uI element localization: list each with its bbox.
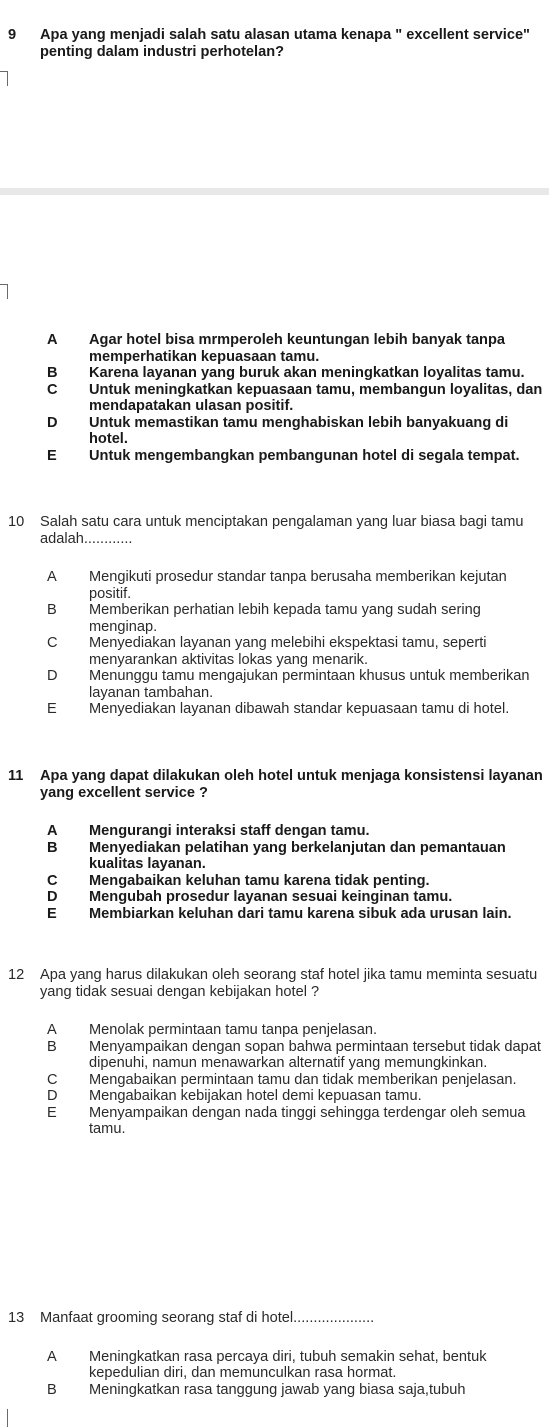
question-number: 9 [8,27,17,43]
question-11 [0,768,549,922]
option-b[interactable] [0,840,549,873]
option-letter: D [47,889,58,905]
option-e[interactable] [0,448,549,465]
option-text: Meningkatkan rasa tanggung jawab yang biasa saja,tubuh [89,1381,466,1398]
option-text: Untuk meningkatkan kepuasaan tamu, membangun loyalitas, dan mendapatakan ulasan positif. [89,381,543,414]
option-letter: C [47,635,58,651]
option-a[interactable] [0,1349,549,1382]
option-e[interactable] [0,1105,549,1138]
option-letter: A [47,569,57,585]
option-b[interactable] [0,1039,549,1072]
question-9 [0,27,549,60]
option-text: Untuk memastikan tamu menghabiskan lebih banyakuang di hotel. [89,414,509,447]
option-a[interactable] [0,1022,549,1039]
option-letter: E [47,701,57,717]
option-list [0,823,549,922]
option-letter: C [47,872,58,889]
option-letter: D [47,1088,58,1104]
option-text: Mengabaikan kebijakan hotel demi kepuasan tamu. [89,1088,422,1104]
option-b[interactable] [0,365,549,382]
question-number: 12 [8,967,25,983]
option-e[interactable] [0,906,549,923]
question-stem [0,967,549,1000]
option-d[interactable] [0,889,549,906]
option-list [0,569,549,718]
question-number: 11 [8,768,24,784]
option-a[interactable] [0,569,549,602]
question-13 [0,1310,549,1398]
option-letter: C [47,1071,58,1088]
question-9-options [0,332,549,464]
option-text: Menyediakan layanan dibawah standar kepuasaan tamu di hotel. [89,701,510,717]
option-letter: C [47,381,58,398]
page-divider [0,188,549,195]
question-12 [0,967,549,1138]
option-letter: A [47,1348,57,1365]
option-letter: D [47,414,58,431]
option-text: Menyediakan layanan yang melebihi ekspektasi tamu, seperti menyarankan aktivitas lokas yang menarik. [89,635,487,668]
option-letter: B [47,839,58,856]
option-a[interactable] [0,823,549,840]
option-a[interactable] [0,332,549,365]
option-b[interactable] [0,602,549,635]
option-text: Karena layanan yang buruk akan meningkatkan loyalitas tamu. [89,365,525,381]
option-letter: A [47,332,58,348]
question-stem [0,514,549,547]
question-text: Apa yang menjadi salah satu alasan utama kenapa " excellent service" penting dalam industri perhotelan? [40,27,530,60]
question-text: Manfaat grooming seorang staf di hotel.................... [40,1310,375,1326]
option-b[interactable] [0,1382,549,1399]
option-text: Mengubah prosedur layanan sesuai keinginan tamu. [89,889,453,905]
option-text: Mengurangi interaksi staff dengan tamu. [89,823,370,839]
option-text: Meningkatkan rasa percaya diri, tubuh semakin sehat, bentuk kepedulian diri, dan memunculkan rasa hormat. [89,1348,487,1381]
option-list [0,1022,549,1138]
option-text: Memberikan perhatian lebih kepada tamu yang sudah sering menginap. [89,602,481,635]
option-text: Menyampaikan dengan sopan bahwa permintaan tersebut tidak dapat dipenuhi, namun menawarkan alternatif yang memungkinkan. [89,1038,541,1071]
crop-corner-mark [0,71,8,86]
question-text: Salah satu cara untuk menciptakan pengalaman yang luar biasa bagi tamu adalah............ [40,514,524,547]
crop-corner-mark [0,284,8,299]
question-stem [0,768,549,801]
option-letter: A [47,1022,57,1038]
option-c[interactable] [0,382,549,415]
option-c[interactable] [0,1072,549,1089]
question-stem [0,1310,549,1327]
option-text: Membiarkan keluhan dari tamu karena sibuk ada urusan lain. [89,905,512,922]
option-text: Menunggu tamu mengajukan permintaan khusus untuk memberikan layanan tambahan. [89,668,530,701]
option-d[interactable] [0,668,549,701]
option-text: Mengabaikan keluhan tamu karena tidak penting. [89,872,430,889]
option-text: Mengikuti prosedur standar tanpa berusaha memberikan kejutan positif. [89,569,507,602]
question-10 [0,514,549,718]
option-letter: E [47,905,57,922]
option-text: Mengabaikan permintaan tamu dan tidak memberikan penjelasan. [89,1071,517,1088]
crop-corner-mark [0,1409,8,1427]
question-text: Apa yang harus dilakukan oleh seorang staf hotel jika tamu meminta sesuatu yang tidak sesuai dengan kebijakan hotel ? [40,967,538,1000]
option-list [0,1349,549,1399]
option-text: Menolak permintaan tamu tanpa penjelasan. [89,1022,378,1038]
option-text: Menyediakan pelatihan yang berkelanjutan dan pemantauan kualitas layanan. [89,839,506,872]
option-letter: A [47,823,58,839]
option-d[interactable] [0,415,549,448]
question-number: 10 [8,514,25,530]
question-text: Apa yang dapat dilakukan oleh hotel untuk menjaga konsistensi layanan yang excellent service ? [40,768,543,801]
option-letter: B [47,602,57,618]
option-c[interactable] [0,873,549,890]
option-letter: B [47,1381,57,1398]
option-c[interactable] [0,635,549,668]
question-stem [0,27,549,60]
option-letter: E [47,1104,57,1121]
option-letter: B [47,1038,57,1055]
option-text: Agar hotel bisa mrmperoleh keuntungan lebih banyak tanpa memperhatikan kepuasaan tamu. [89,332,506,365]
option-e[interactable] [0,701,549,718]
question-number: 13 [8,1310,25,1326]
option-d[interactable] [0,1088,549,1105]
option-text: Menyampaikan dengan nada tinggi sehingga terdengar oleh semua tamu. [89,1104,526,1137]
option-text: Untuk mengembangkan pembangunan hotel di segala tempat. [89,447,520,464]
option-letter: D [47,668,58,684]
option-letter: B [47,365,58,381]
option-letter: E [47,447,57,464]
